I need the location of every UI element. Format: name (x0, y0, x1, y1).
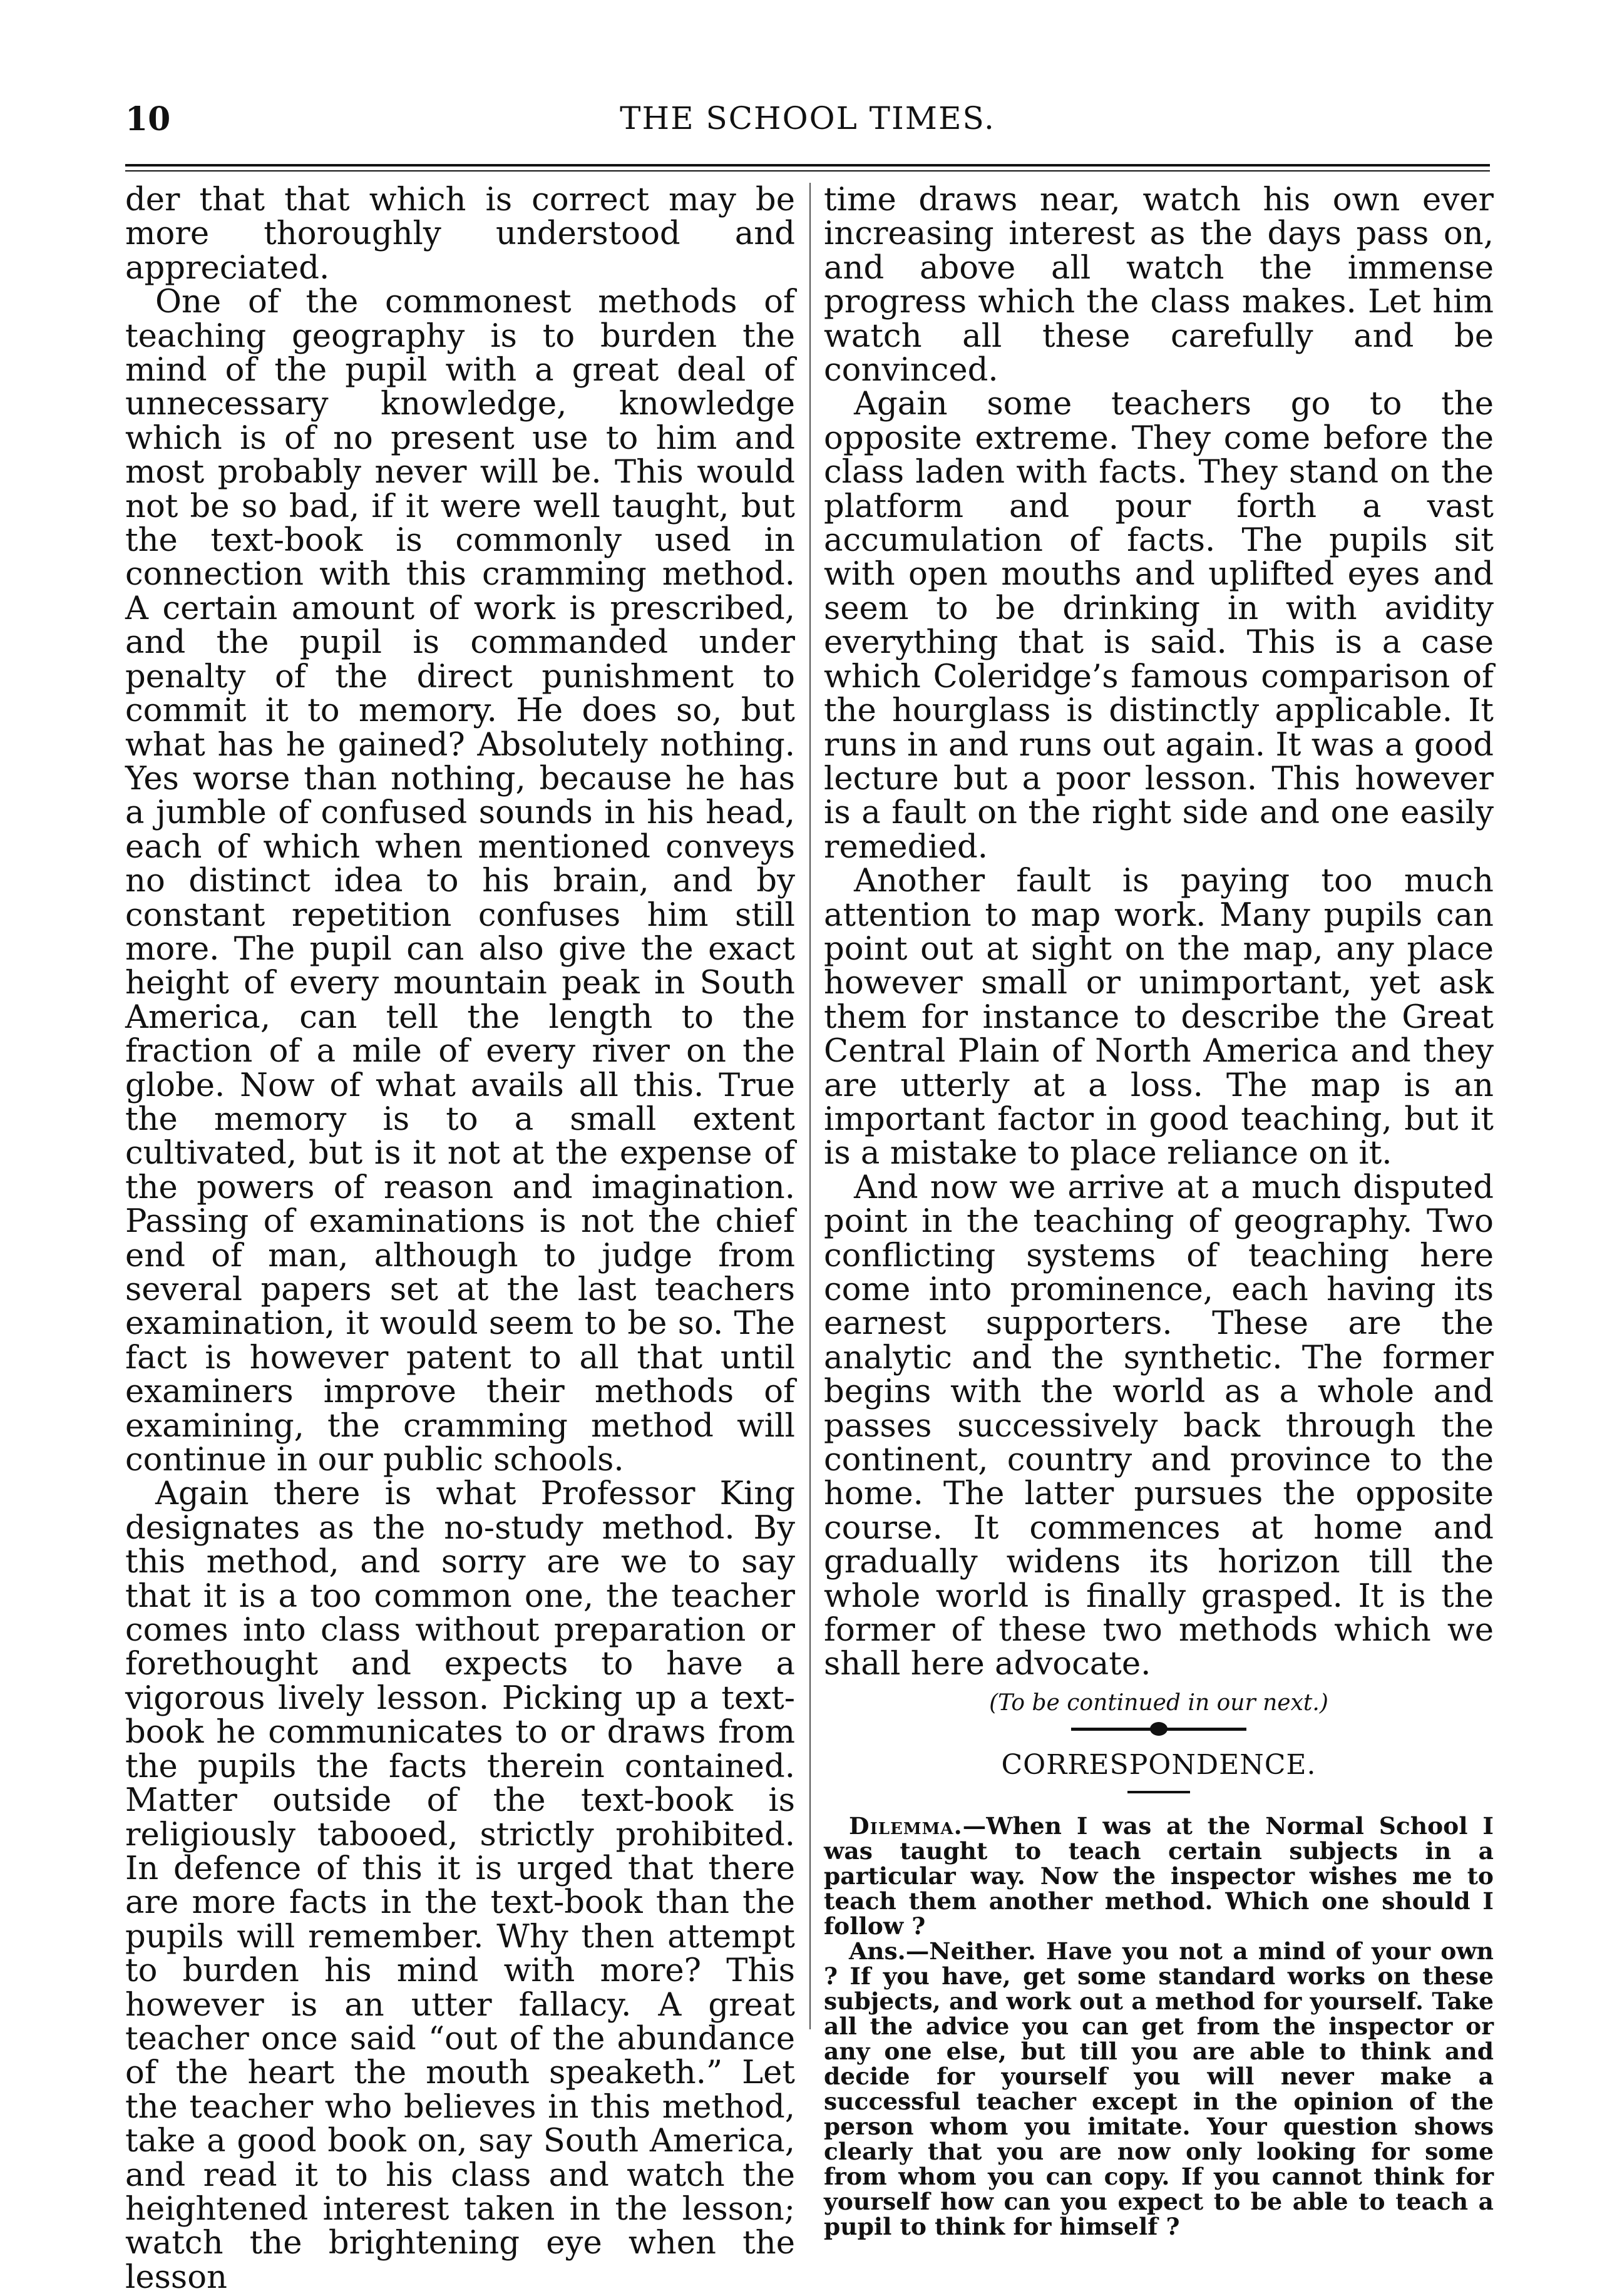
article-paragraph: time draws near, watch his own ever increasing interest as the days pass on, and above all watch the immense progress which the class makes. Let him watch all these carefully and be convinced. (824, 181, 1494, 389)
running-title: THE SCHOOL TIMES. (620, 100, 995, 136)
header-rule-thick (125, 164, 1490, 167)
page-header (125, 100, 1490, 150)
article-paragraph: Another fault is paying too much attention to map work. Many pupils can point out at sight on the map, any place however small or unimportant, yet ask them for instance to describe the Great Central Plain of North America and they are utterly at a loss. The map is an important factor in good teaching, but it is a mistake to place reliance on it. (824, 862, 1494, 1172)
left-column (125, 183, 795, 2294)
correspondence-question (824, 1813, 1494, 1939)
column-divider (809, 183, 811, 2029)
question-label: Dilemma. (849, 1812, 963, 1840)
right-column (824, 183, 1494, 2239)
question-text: —When I was at the Normal School I was taught to teach certain subjects in a particular way. Now the inspector wishes me to teach them another method. Which one should I follow ? (824, 1812, 1494, 1940)
article-paragraph: der that that which is correct may be more thoroughly understood and appreciated. (125, 181, 795, 287)
article-paragraph: And now we arrive at a much disputed point in the teaching of geography. Two conflicting systems of teaching here come into prominence, each having its earnest supporters. These are the analytic and the synthetic. The former begins with the world as a whole and passes successively back through the continent, country and province to the home. The latter pursues the opposite course. It commences at home and gradually widens its horizon till the whole world is finally grasped. It is the former of these two methods which we shall here advocate. (824, 1168, 1494, 1683)
article-paragraph: Again some teachers go to the opposite extreme. They come before the class laden with facts. They stand on the platform and pour forth a vast accumulation of facts. The pupils sit with open mouths and uplifted eyes and seem to be drinking in with avidity everything that is said. This is a case which Coleridge’s famous comparison of the hourglass is distinctly applicable. It runs in and runs out again. It was a good lecture but a poor lesson. This however is a fault on the right side and one easily remedied. (824, 385, 1494, 866)
correspondence-answer (824, 1939, 1494, 2239)
ornament-divider (1071, 1728, 1246, 1731)
article-paragraph: Again there is what Professor King designates as the no-study method. By this method, and sorry are we to say that it is a too common one, the teacher comes into class without preparation or forethought and expects to have a vigorous lively lesson. Picking up a text-book he communicates to or draws from the pupils the facts therein contained. Matter outside of the text-book is religiously tabooed, strictly prohibited. In defence of this it is urged that there are more facts in the text-book than the pupils will remember. Why then attempt to burden his mind with more? This however is an utter fallacy. A great teacher once said “out of the abundance of the heart the mouth speaketh.” Let the teacher who believes in this method, take a good book on, say South America, and read it to his class and watch the heightened interest taken in the lesson; watch the brightening eye when the lesson (125, 1475, 795, 2296)
article-paragraph: One of the commonest methods of teaching geography is to burden the mind of the pupil with a great deal of unnecessary knowledge, knowledge which is of no present use to him and most probably never will be. This would not be so bad, if it were well taught, but the text-book is commonly used in connection with this cramming method. A certain amount of work is prescribed, and the pupil is commanded under penalty of the direct punishment to commit it to memory. He does so, but what has he gained? Absolutely nothing. Yes worse than nothing, because he has a jumble of confused sounds in his head, each of which when mentioned conveys no distinct idea to his brain, and by constant repetition confuses him still more. The pupil can also give the exact height of every mountain peak in South America, can tell the length to the fraction of a mile of every river on the globe. Now of what avails all this. True the memory is to a small extent cultivated, but is it not at the expense of the powers of reason and imagination. Passing of examinations is not the chief end of man, although to judge from several papers set at the last teachers examination, it would seem to be so. The fact is however patent to all that until examiners improve their methods of examining, the cramming method will continue in our public schools. (125, 283, 795, 1479)
answer-label: Ans. (849, 1937, 906, 1965)
continued-note: (To be continued in our next.) (989, 1689, 1328, 1716)
section-heading: CORRESPONDENCE. (1001, 1748, 1317, 1781)
correspondence-block (824, 1813, 1494, 2239)
answer-text: —Neither. Have you not a mind of your own ? If you have, get some standard works on these subjects, and work out a method for yourself. Take all the advice you can get from the inspector or any one else, but till you are able to think and decide for yourself you will never make a successful teacher except in the opinion of the person whom you imitate. Your question shows clearly that you are now only looking for some from whom you can copy. If you cannot think for yourself how can you expect to be able to teach a pupil to think for himself ? (824, 1937, 1494, 2240)
page-number: 10 (125, 100, 171, 138)
header-rule-thin (125, 170, 1490, 172)
heading-rule (1127, 1791, 1190, 1793)
